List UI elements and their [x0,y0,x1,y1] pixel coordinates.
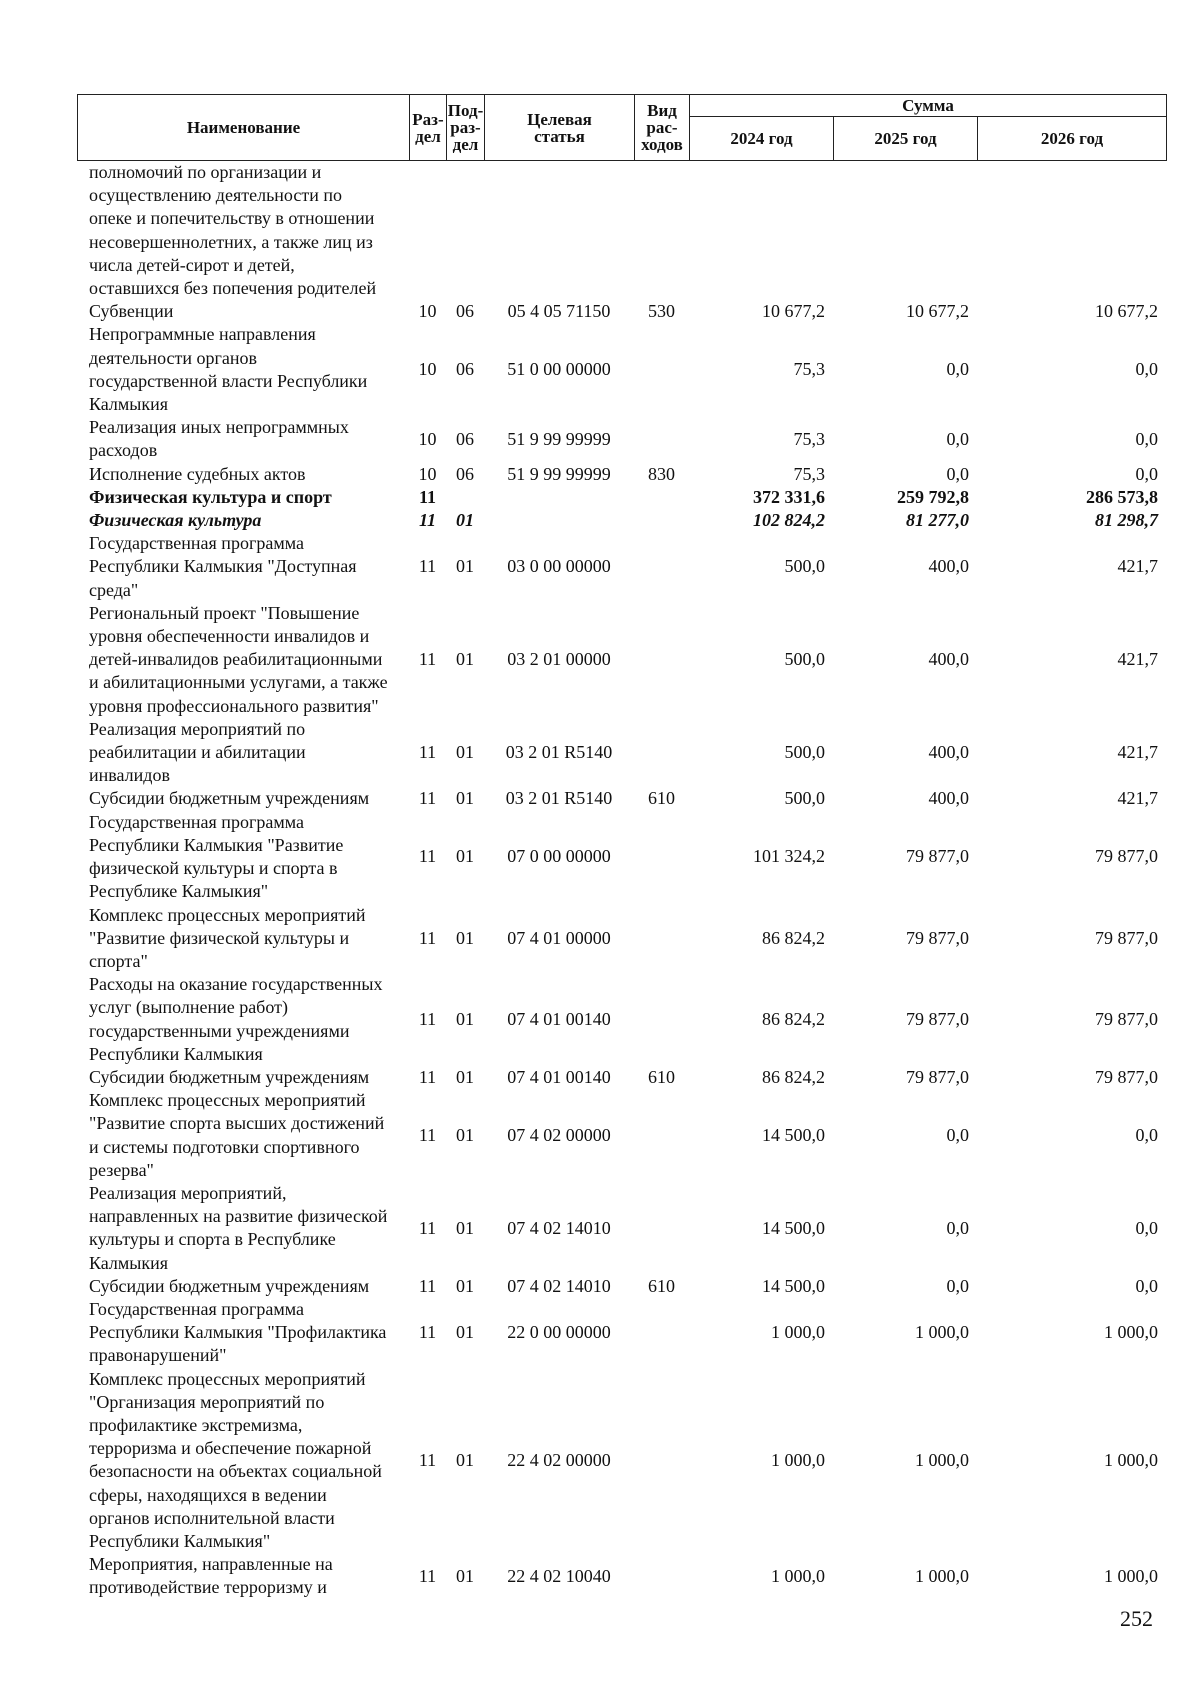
row-target-article: 07 4 02 14010 [507,1275,611,1296]
row-sum-2025: 259 792,8 [897,486,969,507]
row-subsection: 01 [456,788,474,809]
row-name: Субсидии бюджетным учреждениям [89,1066,370,1087]
table-row [77,161,1166,300]
row-target-article: 07 4 01 00140 [507,1066,611,1087]
row-section: 11 [418,788,437,809]
row-subsection: 06 [456,301,474,322]
row-subsection: 01 [456,1565,474,1586]
row-sum-2025: 0,0 [946,428,969,449]
row-target-article: 07 4 01 00000 [507,927,611,948]
row-section: 11 [418,1565,437,1586]
row-sum-2025: 0,0 [946,1275,969,1296]
row-section: 11 [418,1449,437,1470]
row-sum-2026: 0,0 [1135,359,1158,380]
table-row [77,787,1166,810]
row-target-article: 51 0 00 00000 [507,359,611,380]
row-sum-2025: 1 000,0 [915,1449,969,1470]
row-name: Комплекс процессных мероприятий "Развитие физической культуры и спорта" [89,904,366,971]
table-row [77,1368,1166,1554]
row-name: Субвенции [89,301,174,322]
row-section: 10 [418,428,437,449]
row-sum-2024: 500,0 [784,556,825,577]
row-name: Региональный проект "Повышение уровня обеспеченности инвалидов и детей-инвалидов реабилитационными и абилитационными услугами, а также уровня профессионального развития" [89,602,388,716]
row-name: Непрограммные направления деятельности органов государственной власти Республики Калмыкия [89,324,368,415]
row-expense-type [634,509,689,532]
row-name: Расходы на оказание государственных услуг (выполнение работ) государственными учреждениями Республики Калмыкия [89,974,383,1064]
table-row [77,904,1166,974]
row-section [409,161,446,300]
row-section: 11 [418,742,437,763]
row-sum-2025: 0,0 [946,463,969,484]
row-expense-type [634,973,689,1066]
row-subsection: 01 [456,1322,474,1343]
row-expense-type: 830 [648,463,675,484]
header-name: Наименование [78,95,410,161]
row-expense-type: 610 [648,788,675,809]
row-sum-2026: 79 877,0 [1095,1008,1158,1029]
row-section: 10 [418,301,437,322]
row-expense-type: 610 [648,1066,675,1087]
row-target-article: 07 0 00 00000 [507,846,611,867]
row-target-article: 03 2 01 R5140 [505,788,613,809]
row-expense-type [634,161,689,300]
row-sum-2024: 500,0 [784,649,825,670]
header-target: Целевая статья [485,95,635,161]
row-sum-2025: 10 677,2 [906,301,969,322]
row-name: Мероприятия, направленные на противодействие терроризму и [89,1554,333,1598]
row-section: 11 [418,1217,437,1238]
row-target-article: 07 4 01 00140 [507,1008,611,1029]
row-section: 11 [418,486,436,507]
row-subsection: 01 [456,1449,474,1470]
row-section: 11 [418,1066,437,1087]
row-section: 11 [418,927,437,948]
row-target-article: 22 4 02 10040 [507,1565,611,1586]
row-sum-2024 [689,161,833,300]
row-sum-2026: 79 877,0 [1095,1066,1158,1087]
row-sum-2024: 86 824,2 [762,1008,825,1029]
row-subsection: 01 [456,846,474,867]
table-row [77,973,1166,1066]
row-section: 11 [418,846,437,867]
table-body [77,161,1166,1600]
row-name: Реализация мероприятий по реабилитации и абилитации инвалидов [89,718,306,786]
row-subsection: 01 [456,742,474,763]
row-sum-2026: 79 877,0 [1095,927,1158,948]
row-expense-type [634,904,689,974]
row-section: 11 [418,510,436,531]
row-sum-2026: 0,0 [1135,1124,1158,1145]
row-sum-2026: 0,0 [1135,463,1158,484]
row-expense-type [634,532,689,602]
row-sum-2025: 0,0 [946,359,969,380]
row-name: Субсидии бюджетным учреждениям [89,788,370,809]
row-expense-type [634,323,689,416]
row-name: Государственная программа Республики Калмыкия "Доступная среда" [89,533,357,600]
row-section: 11 [418,1124,437,1145]
row-sum-2024: 14 500,0 [762,1217,825,1238]
row-section: 11 [418,1322,437,1343]
table-row [77,1066,1166,1089]
row-target-article [484,509,634,532]
row-sum-2025: 79 877,0 [906,1066,969,1087]
row-section: 10 [418,359,437,380]
row-sum-2025: 1 000,0 [915,1322,969,1343]
table-row [77,1298,1166,1368]
table-row [77,463,1166,486]
row-section: 10 [418,463,437,484]
table-row [77,509,1166,532]
row-sum-2026: 1 000,0 [1104,1322,1158,1343]
table-row [77,1275,1166,1298]
table-row [77,602,1166,718]
row-subsection: 01 [456,649,474,670]
row-sum-2025 [833,161,977,300]
header-sum: Сумма [690,95,1167,117]
row-sum-2026: 421,7 [1117,556,1158,577]
row-subsection: 01 [456,1275,474,1296]
row-expense-type [634,1368,689,1554]
row-expense-type [634,1553,689,1599]
row-sum-2025: 400,0 [928,556,969,577]
row-expense-type: 610 [648,1275,675,1296]
header-section: Раз- дел [410,95,447,161]
row-target-article: 51 9 99 99999 [507,428,611,449]
row-sum-2024: 1 000,0 [771,1322,825,1343]
row-target-article: 51 9 99 99999 [507,463,611,484]
budget-table-page [77,94,1166,1600]
row-subsection: 01 [456,1008,474,1029]
row-subsection: 01 [456,1217,474,1238]
row-sum-2025: 79 877,0 [906,927,969,948]
row-name: Комплекс процессных мероприятий "Развитие спорта высших достижений и системы подготовки спортивного резерва" [89,1090,385,1180]
row-sum-2026: 79 877,0 [1095,846,1158,867]
table-header [77,94,1167,161]
header-2024: 2024 год [690,117,834,161]
row-subsection: 06 [456,463,474,484]
row-sum-2024: 10 677,2 [762,301,825,322]
row-target-article: 22 4 02 00000 [507,1449,611,1470]
row-sum-2024: 75,3 [793,463,825,484]
row-subsection: 01 [456,510,474,531]
row-sum-2024: 500,0 [784,742,825,763]
row-subsection: 01 [456,556,474,577]
row-sum-2026: 286 573,8 [1086,486,1158,507]
row-sum-2024: 500,0 [784,788,825,809]
row-target-article: 22 0 00 00000 [507,1322,611,1343]
row-expense-type: 530 [648,301,675,322]
row-subsection: 06 [456,359,474,380]
row-sum-2026: 421,7 [1117,788,1158,809]
row-sum-2026: 10 677,2 [1095,301,1158,322]
row-subsection [446,486,484,509]
row-sum-2026: 0,0 [1135,428,1158,449]
row-expense-type [634,718,689,788]
row-sum-2024: 75,3 [793,428,825,449]
table-row [77,1089,1166,1182]
row-target-article: 03 0 00 00000 [507,556,611,577]
table-row [77,416,1166,462]
row-expense-type [634,811,689,904]
row-subsection: 06 [456,428,474,449]
row-section: 11 [418,649,437,670]
row-sum-2026: 1 000,0 [1104,1565,1158,1586]
table-row [77,811,1166,904]
row-sum-2024: 86 824,2 [762,927,825,948]
row-section: 11 [418,1275,437,1296]
row-sum-2025: 400,0 [928,742,969,763]
row-section: 11 [418,1008,437,1029]
row-sum-2024: 86 824,2 [762,1066,825,1087]
row-sum-2025: 81 277,0 [906,510,969,531]
row-name: Исполнение судебных актов [89,463,306,484]
row-target-article: 03 2 01 00000 [507,649,611,670]
row-expense-type [634,1298,689,1368]
header-subsection: Под- раз- дел [447,95,485,161]
table-row [77,532,1166,602]
row-sum-2024: 14 500,0 [762,1124,825,1145]
row-sum-2025: 0,0 [946,1124,969,1145]
row-expense-type [634,1182,689,1275]
row-expense-type [634,486,689,509]
row-name: Физическая культура и спорт [89,486,332,507]
row-sum-2025: 400,0 [928,788,969,809]
row-sum-2024: 372 331,6 [753,486,825,507]
row-sum-2024: 1 000,0 [771,1565,825,1586]
table-row [77,486,1166,509]
row-name: Государственная программа Республики Калмыкия "Профилактика правонарушений" [89,1298,387,1366]
row-expense-type [634,416,689,462]
row-expense-type [634,602,689,718]
row-sum-2026: 1 000,0 [1104,1449,1158,1470]
header-2026: 2026 год [978,117,1167,161]
row-name: Физическая культура [89,510,262,531]
table-row [77,718,1166,788]
row-target-article: 07 4 02 14010 [507,1217,611,1238]
table-row [77,1182,1166,1275]
row-subsection: 01 [456,927,474,948]
row-sum-2026: 421,7 [1117,649,1158,670]
row-name: полномочий по организации и осуществлению деятельности по опеке и попечительству в отношении несовершеннолетних, а также лиц из числа детей-сирот и детей, оставшихся без попечения родителей [89,162,377,299]
page-number: 252 [1120,1606,1153,1631]
row-sum-2025: 79 877,0 [906,846,969,867]
row-sum-2026: 81 298,7 [1095,510,1158,531]
row-sum-2024: 102 824,2 [753,510,825,531]
row-section: 11 [418,556,437,577]
table-row [77,323,1166,416]
row-sum-2026: 0,0 [1135,1217,1158,1238]
row-target-article [484,486,634,509]
row-name: Государственная программа Республики Калмыкия "Развитие физической культуры и спорта в Республике Калмыкия" [89,811,344,902]
row-sum-2024: 14 500,0 [762,1275,825,1296]
row-sum-2025: 1 000,0 [915,1565,969,1586]
row-sum-2025: 79 877,0 [906,1008,969,1029]
table-row [77,1553,1166,1599]
row-sum-2024: 1 000,0 [771,1449,825,1470]
row-sum-2026: 421,7 [1117,742,1158,763]
row-sum-2026 [977,161,1166,300]
row-subsection: 01 [456,1124,474,1145]
row-sum-2025: 400,0 [928,649,969,670]
header-2025: 2025 год [834,117,978,161]
row-sum-2025: 0,0 [946,1217,969,1238]
row-sum-2024: 75,3 [793,359,825,380]
row-target-article: 07 4 02 00000 [507,1124,611,1145]
header-type: Вид рас- ходов [635,95,690,161]
row-name: Реализация иных непрограммных расходов [89,417,349,461]
row-target-article [484,161,634,300]
row-subsection: 01 [456,1066,474,1087]
row-name: Комплекс процессных мероприятий "Организация мероприятий по профилактике экстремизма, терроризма и обеспечение пожарной безопасности на объектах социальной сферы, находящихся в ведении органов исполнительной власти Республики Калмыкия" [89,1368,382,1551]
row-name: Реализация мероприятий, направленных на развитие физической культуры и спорта в Республике Калмыкия [89,1182,388,1273]
row-name: Субсидии бюджетным учреждениям [89,1275,370,1296]
row-sum-2024: 101 324,2 [753,846,825,867]
row-target-article: 03 2 01 R5140 [505,742,613,763]
row-subsection [446,161,484,300]
row-expense-type [634,1089,689,1182]
row-target-article: 05 4 05 71150 [507,301,611,322]
table-row [77,300,1166,323]
row-sum-2026: 0,0 [1135,1275,1158,1296]
